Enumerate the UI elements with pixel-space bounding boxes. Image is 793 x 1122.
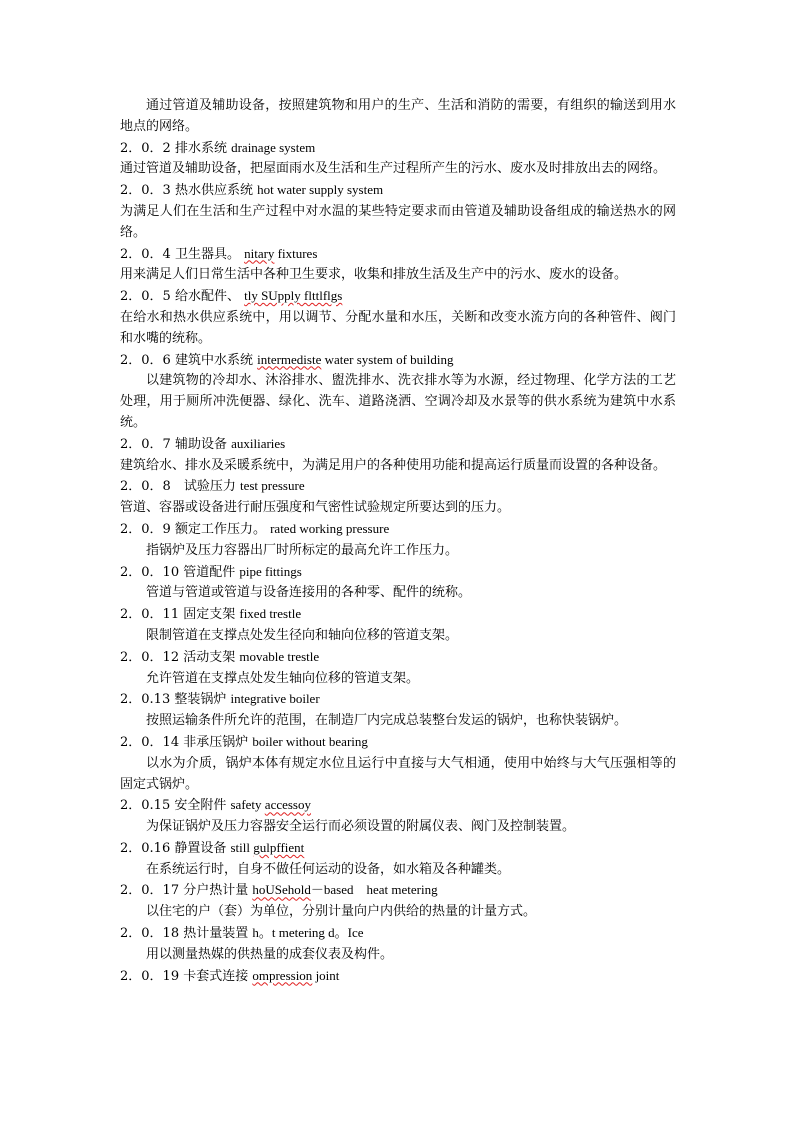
clause-number-title: 2．0．19 卡套式连接 (120, 968, 249, 984)
clause-english-term-flagged: tly SUpply flttlflgs (244, 288, 343, 304)
clause-english-term-flagged: nitary (244, 245, 275, 261)
clause-english-term: boiler without bearing (252, 733, 368, 749)
clause-number-title: 2．0．6 建筑中水系统 (120, 352, 253, 368)
clause-definition (120, 902, 676, 923)
clause-heading (120, 138, 676, 160)
clause-definition (120, 626, 676, 647)
definition-text: 允许管道在支撑点处发生轴向位移的管道支架。 (146, 670, 420, 686)
clause-heading (120, 519, 676, 541)
clause-heading (120, 434, 676, 456)
clause-definition (120, 265, 676, 286)
clause-heading (120, 350, 676, 372)
clause-number-title: 2．0．8 试验压力 (120, 479, 236, 495)
clause-heading (120, 180, 676, 202)
definition-text: 以建筑物的冷却水、沐浴排水、盥洗排水、洗衣排水等为水源，经过物理、化学方法的工艺处理，用于厕所冲洗便器、绿化、洗车、道路浇洒、空调冷却及水景等的供水系统为建筑中水系统。 (120, 373, 676, 430)
clause-definition (120, 96, 676, 138)
definition-text: 用以测量热媒的供热量的成套仪表及构件。 (146, 946, 394, 962)
clause-english-term: integrative boiler (230, 691, 320, 707)
definition-text: 为保证锅炉及压力容器安全运行而必须设置的附属仪表、阀门及控制装置。 (146, 819, 576, 835)
clause-definition (120, 498, 676, 519)
definition-text: 限制管道在支撑点处发生径向和轴向位移的管道支架。 (146, 627, 459, 643)
clause-definition (120, 371, 676, 433)
clause-number-title: 2．0．4 卫生器具。 (120, 246, 240, 262)
clause-heading (120, 562, 676, 584)
clause-number-title: 2．0．10 管道配件 (120, 564, 236, 580)
clause-english-term: auxiliaries (231, 435, 286, 451)
clause-number-title: 2．0．18 热计量装置 (120, 926, 249, 942)
clause-number-title: 2．0．14 非承压锅炉 (120, 734, 249, 750)
clause-definition (120, 945, 676, 966)
clause-heading (120, 244, 676, 266)
clause-english-term: water system of building (321, 351, 454, 367)
clause-heading (120, 923, 676, 945)
clause-heading (120, 880, 676, 902)
clause-english-term: fixtures (274, 245, 318, 261)
clause-heading (120, 476, 676, 498)
clause-definition (120, 669, 676, 690)
clause-definition (120, 711, 676, 732)
definition-text: 在给水和热水供应系统中，用以调节、分配水量和水压，关断和改变水流方向的各种管件、阀门和水嘴的统称。 (120, 309, 676, 346)
clause-english-term: rated working pressure (270, 520, 390, 536)
clause-definition (120, 541, 676, 562)
clause-number-title: 2．0．5 给水配件、 (120, 289, 240, 305)
clause-definition (120, 583, 676, 604)
clause-english-term-flagged: accessoy (264, 797, 311, 813)
clause-heading (120, 966, 676, 988)
clause-definition (120, 308, 676, 350)
clause-english-term: fixed trestle (239, 606, 302, 622)
definition-text: 在系统运行时，自身不做任何运动的设备，如水箱及各种罐类。 (146, 861, 511, 877)
clause-english-term: hot water supply system (257, 182, 384, 198)
clause-number-title: 2．0．9 额定工作压力。 (120, 521, 266, 537)
clause-heading (120, 838, 676, 860)
clause-english-term-flagged: ompression (252, 967, 313, 983)
clause-heading (120, 604, 676, 626)
definition-text: 以水为介质，锅炉本体有规定水位且运行中直接与大气相通，使用中始终与大气压强相等的固定式锅炉。 (120, 755, 676, 792)
clause-heading (120, 689, 676, 711)
clause-english-term: drainage system (231, 139, 316, 155)
clause-number-title: 2．0．2 排水系统 (120, 140, 227, 156)
definition-text: 通过管道及辅助设备，把屋面雨水及生活和生产过程所产生的污水、废水及时排放出去的网络。 (120, 161, 667, 177)
clause-definition (120, 456, 676, 477)
document-body (120, 96, 676, 987)
definition-text: 建筑给水、排水及采暖系统中，为满足用户的各种使用功能和提高运行质量而设置的各种设备。 (120, 457, 667, 473)
definition-text: 管道、容器或设备进行耐压强度和气密性试验规定所要达到的压力。 (120, 500, 511, 516)
clause-definition (120, 159, 676, 180)
clause-english-term: test pressure (239, 478, 305, 494)
clause-number-title: 2．0．7 辅助设备 (120, 436, 227, 452)
clause-number-title: 2．0．11 固定支架 (120, 607, 236, 623)
clause-heading (120, 732, 676, 754)
definition-text: 管道与管道或管道与设备连接用的各种零、配件的统称。 (146, 585, 472, 601)
clause-english-term-flagged: intermediste (257, 351, 322, 367)
clause-definition (120, 860, 676, 881)
clause-english-term: movable trestle (239, 648, 320, 664)
clause-number-title: 2．0．12 活动支架 (120, 649, 236, 665)
definition-text: 为满足人们在生活和生产过程中对水温的某些特定要求而由管道及辅助设备组成的输送热水的网络。 (120, 203, 676, 240)
clause-english-term: pipe fittings (239, 563, 302, 579)
definition-text: 以住宅的户（套）为单位，分别计量向户内供给的热量的计量方式。 (146, 904, 537, 920)
clause-english-term: －based heat metering (310, 882, 438, 898)
definition-text: 用来满足人们日常生活中各种卫生要求，收集和排放生活及生产中的污水、废水的设备。 (120, 267, 628, 283)
clause-number-title: 2．0.16 静置设备 (120, 840, 227, 856)
clause-heading (120, 795, 676, 817)
clause-number-title: 2．0．3 热水供应系统 (120, 183, 253, 199)
clause-number-title: 2．0.15 安全附件 (120, 798, 227, 814)
clause-english-term-flagged: hoUSehold (252, 882, 311, 898)
clause-definition (120, 202, 676, 244)
definition-text: 通过管道及辅助设备，按照建筑物和用户的生产、生活和消防的需要，有组织的输送到用水地点的网络。 (120, 98, 676, 134)
clause-english-term: h。t metering d。Ice (252, 925, 364, 941)
clause-english-term: safety (230, 797, 265, 813)
clause-english-term-flagged: gulpffient (253, 839, 305, 855)
clause-heading (120, 286, 676, 308)
clause-number-title: 2．0．17 分户热计量 (120, 883, 249, 899)
clause-definition (120, 754, 676, 796)
definition-text: 指锅炉及压力容器出厂时所标定的最高允许工作压力。 (146, 542, 459, 558)
clause-number-title: 2．0.13 整装锅炉 (120, 692, 227, 708)
clause-heading (120, 647, 676, 669)
definition-text: 按照运输条件所允许的范围，在制造厂内完成总装整台发运的锅炉，也称快装锅炉。 (146, 713, 628, 729)
clause-definition (120, 817, 676, 838)
clause-english-term: still (230, 839, 254, 855)
clause-english-term: joint (312, 967, 340, 983)
